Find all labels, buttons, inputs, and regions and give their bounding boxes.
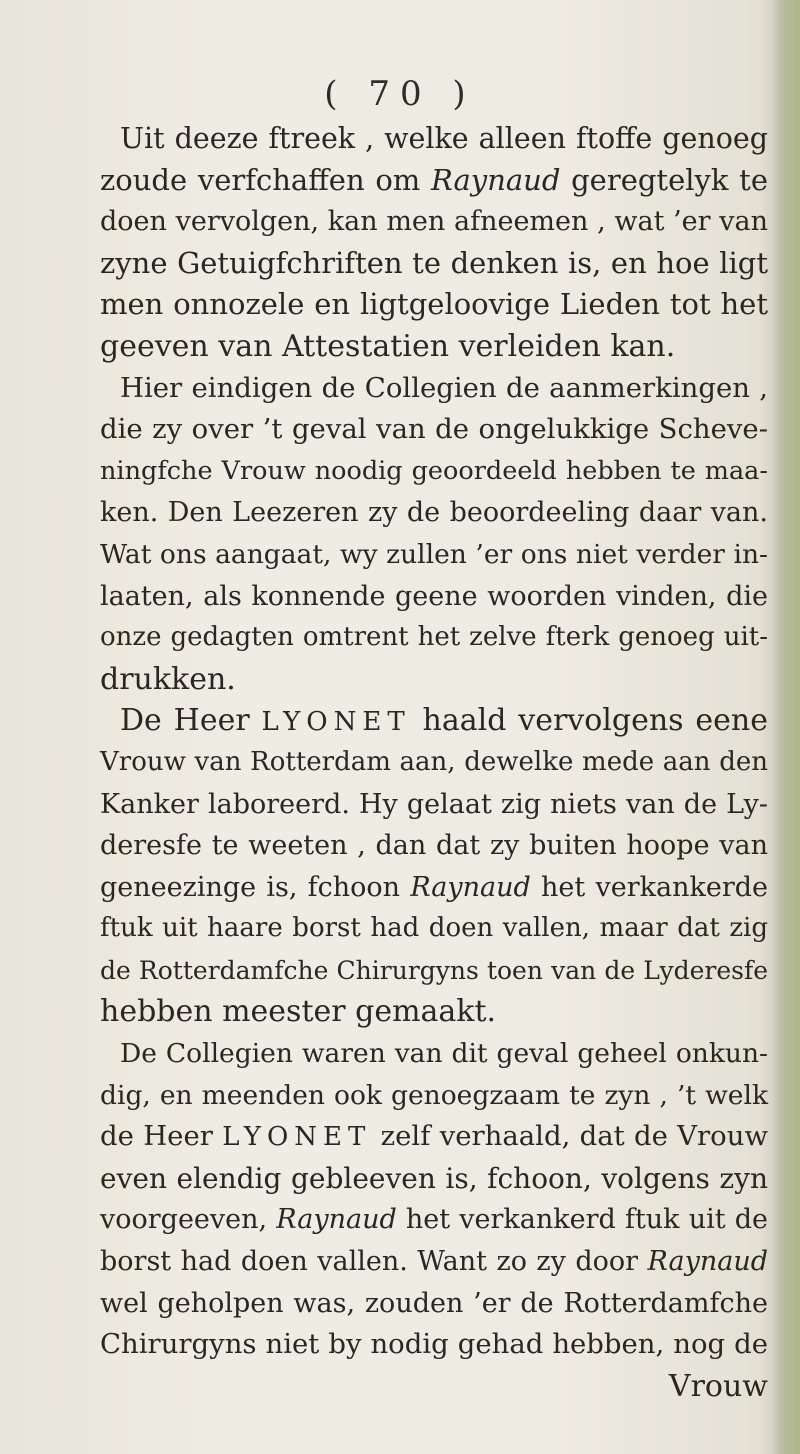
text-line	[100, 118, 768, 160]
text-segment: zelf verhaald, dat de Vrouw	[371, 1120, 768, 1153]
text-line	[100, 201, 768, 243]
body-text	[100, 118, 768, 1407]
text-line	[100, 1116, 768, 1158]
text-segment: Uit deeze ftreek , welke alleen ftoffe genoeg	[120, 122, 768, 155]
text-segment: ken. Den Leezeren zy de beoordeeling daar van.	[100, 497, 768, 529]
text-line	[100, 1324, 768, 1366]
text-line	[100, 1199, 768, 1241]
text-segment: geneezinge is, fchoon	[100, 871, 411, 903]
text-segment: die zy over ’t geval van de ongelukkige Scheve-	[100, 413, 768, 446]
text-line	[100, 326, 768, 368]
text-line	[100, 451, 768, 493]
text-segment: de Heer	[100, 1120, 223, 1153]
text-segment: Kanker laboreerd. Hy gelaat zig niets van de Ly-	[100, 788, 768, 820]
text-line	[100, 1033, 768, 1075]
text-segment: doen vervolgen, kan men afneemen , wat ’er van	[100, 206, 768, 238]
text-line	[100, 1075, 768, 1117]
text-line	[100, 409, 768, 451]
page-edge-stain	[772, 0, 800, 1454]
text-line	[100, 991, 768, 1033]
text-line	[100, 534, 768, 576]
small-caps-name: LYONET	[222, 1122, 372, 1153]
text-segment: Hier eindigen de Collegien de aanmerkingen ,	[120, 371, 768, 404]
text-segment: haald vervolgens eene	[410, 703, 769, 739]
text-segment: zyne Getuigfchriften te denken is, en hoe ligt	[100, 245, 768, 280]
text-line	[100, 284, 768, 326]
text-line	[100, 950, 768, 992]
text-line	[100, 784, 768, 826]
text-segment: het verkankerde	[530, 871, 768, 903]
text-segment: Vrouw van Rotterdam aan, dewelke mede aan den	[100, 746, 768, 777]
text-line	[100, 1241, 768, 1283]
italic-name: Raynaud	[410, 871, 531, 903]
text-segment: men onnozele en ligtgeloovige Lieden tot het	[100, 287, 768, 322]
text-line	[100, 368, 768, 410]
italic-name: Raynaud	[647, 1246, 768, 1278]
text-segment: drukken.	[100, 661, 236, 697]
italic-name: Raynaud	[431, 162, 561, 197]
text-segment: Vrouw	[668, 1368, 768, 1404]
text-line	[100, 492, 768, 534]
text-segment: De Heer	[120, 703, 262, 739]
text-segment: ftuk uit haare borst had doen vallen, maar dat zig	[100, 913, 768, 944]
text-segment: hebben meester gemaakt.	[100, 994, 497, 1030]
text-segment: dig, en meenden ook genoegzaam te zyn , ’t welk	[100, 1079, 768, 1111]
text-line	[100, 908, 768, 950]
text-line	[100, 659, 768, 701]
text-segment: De Collegien waren van dit geval geheel onkun-	[120, 1038, 768, 1070]
text-line	[100, 700, 768, 742]
text-segment: zoude verfchaffen om	[100, 162, 432, 197]
text-segment: even elendig gebleeven is, fchoon, volgens zyn	[100, 1161, 768, 1195]
text-line	[100, 1283, 768, 1325]
text-line	[100, 1158, 768, 1200]
text-line	[100, 617, 768, 659]
text-line	[100, 1366, 768, 1408]
text-segment: onze gedagten omtrent het zelve fterk genoeg uit-	[100, 622, 768, 653]
text-segment: de Rotterdamfche Chirurgyns toen van de Lyderesfe	[100, 955, 768, 985]
text-segment: geregtelyk te	[560, 162, 768, 197]
text-segment: deresfe te weeten , dan dat zy buiten hoope van	[100, 830, 768, 862]
text-segment: voorgeeven,	[100, 1204, 277, 1236]
italic-name: Raynaud	[276, 1204, 397, 1236]
text-segment: borst had doen vallen. Want zo zy door	[100, 1246, 648, 1278]
text-segment: wel geholpen was, zouden ’er de Rotterdamfche	[100, 1287, 768, 1319]
text-line	[100, 867, 768, 909]
text-segment: laaten, als konnende geene woorden vinden, die	[100, 580, 768, 612]
text-segment: ningfche Vrouw noodig geoordeeld hebben te maa-	[100, 455, 768, 486]
page-number: ( 70 )	[324, 74, 476, 114]
text-segment: Chirurgyns niet by nodig gehad hebben, nog de	[100, 1328, 768, 1361]
text-line	[100, 160, 768, 202]
text-line	[100, 825, 768, 867]
text-segment: Wat ons aangaat, wy zullen ’er ons niet verder in-	[100, 538, 768, 570]
text-line	[100, 576, 768, 618]
small-caps-name: LYONET	[261, 707, 411, 738]
text-line	[100, 742, 768, 784]
text-segment: het verkankerd ftuk uit de	[396, 1204, 768, 1236]
text-line	[100, 243, 768, 285]
text-segment: geeven van Attestatien verleiden kan.	[100, 328, 676, 364]
